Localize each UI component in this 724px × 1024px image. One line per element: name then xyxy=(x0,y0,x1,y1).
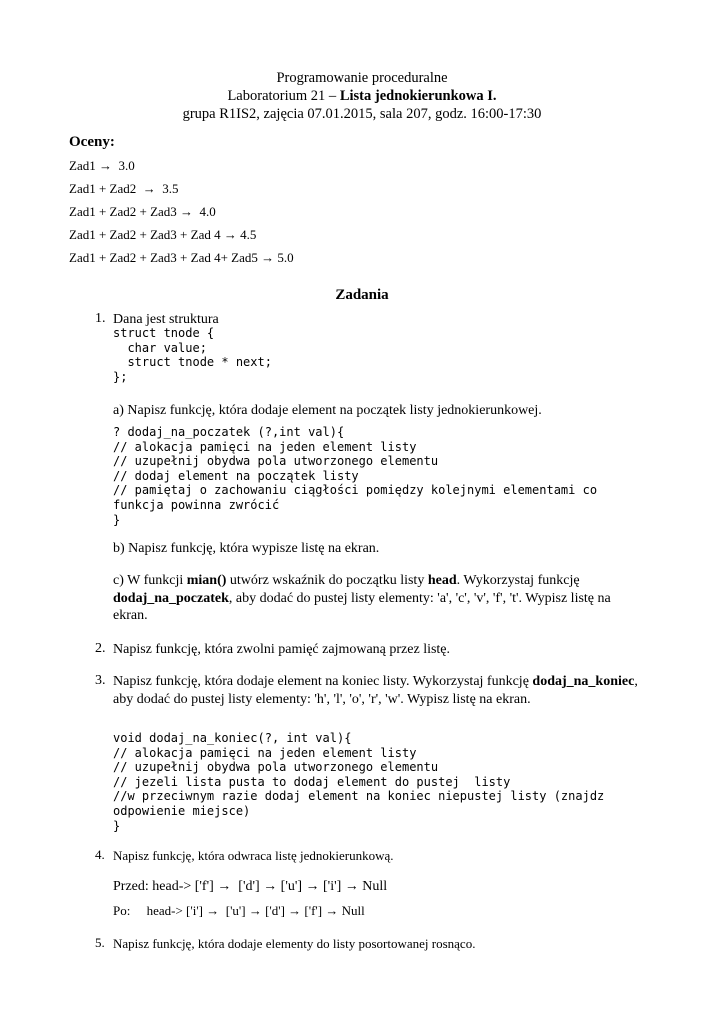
task1-number: 1. xyxy=(95,311,106,326)
tasks-heading: Zadania xyxy=(335,287,389,303)
document-header xyxy=(0,69,724,123)
grade-item: Zad1 → 3.0 xyxy=(69,158,135,173)
task3-segment: Napisz funkcję, która dodaje element na koniec listy. Wykorzystaj funkcję xyxy=(113,674,533,689)
list-before-example: Przed: head-> ['f'] → ['d'] → ['u'] → ['i'] → Null xyxy=(113,879,388,894)
list-after-example: Po: head-> ['i'] → ['u'] → ['d'] → ['f'] → Null xyxy=(113,903,365,918)
task2-number: 2. xyxy=(95,641,106,656)
task3-segment: , aby dodać do pustej listy elementy: 'h', 'l', 'o', 'r', 'w'. Wypisz listę na ekran. xyxy=(113,674,638,707)
lab-title xyxy=(0,87,724,105)
grades-heading: Oceny: xyxy=(69,134,115,150)
task1a-text: a) Napisz funkcję, która dodaje element na początek listy jednokierunkowej. xyxy=(113,403,542,418)
task1c-segment: , aby dodać do pustej listy elementy: 'a', 'c', 'v', 'f', 't'. Wypisz listę na ekran. xyxy=(113,590,611,623)
task1c-segment: . Wykorzystaj funkcję xyxy=(456,573,580,588)
function-name: dodaj_na_koniec xyxy=(532,674,635,689)
struct-code: struct tnode { char value; struct tnode * next; }; xyxy=(113,326,272,384)
task3-number: 3. xyxy=(95,673,106,688)
task1c-segment: utwórz wskaźnik do początku listy xyxy=(226,573,428,588)
task4-text: Napisz funkcję, która odwraca listę jednokierunkową. xyxy=(113,848,394,863)
main-function-name: mian() xyxy=(186,573,227,588)
task3-code: void dodaj_na_koniec(?, int val){ // alokacja pamięci na jeden element listy // uzupełnij obydwa pola utworzonego elementu // jezeli lista pusta to dodaj element do pustej listy //w przeciwnym razie dodaj element na koniec niepustej listy (znajdz odpowienie miejsce) } xyxy=(113,731,605,833)
task1b-text: b) Napisz funkcję, która wypisze listę na ekran. xyxy=(113,541,380,556)
head-pointer-name: head xyxy=(427,573,457,588)
task1-intro: Dana jest struktura xyxy=(113,312,219,327)
grade-item: Zad1 + Zad2 → 3.5 xyxy=(69,181,179,196)
task1c-text xyxy=(113,572,643,625)
grade-item: Zad1 + Zad2 + Zad3 → 4.0 xyxy=(69,204,216,219)
function-name: dodaj_na_poczatek xyxy=(113,590,229,606)
task3-text xyxy=(113,673,643,708)
lab-number: Laboratorium 21 – xyxy=(227,88,340,104)
task5-text: Napisz funkcję, która dodaje elementy do listy posortowanej rosnąco. xyxy=(113,936,476,951)
task4-number: 4. xyxy=(95,847,105,862)
task2-text: Napisz funkcję, która zwolni pamięć zajmowaną przez listę. xyxy=(113,642,451,657)
group-info: grupa R1IS2, zajęcia 07.01.2015, sala 207, godz. 16:00-17:30 xyxy=(182,106,542,122)
task5-number: 5. xyxy=(95,935,105,950)
task1a-code: ? dodaj_na_poczatek (?,int val){ // alokacja pamięci na jeden element listy // uzupełnij obydwa pola utworzonego elementu // dodaj element na początek listy // pamiętaj o zachowaniu ciągłości pomiędzy kolejnymi elementami co funkcja powinna zwrócić } xyxy=(113,425,598,527)
lab-topic: Lista jednokierunkowa I. xyxy=(339,88,497,104)
course-title: Programowanie proceduralne xyxy=(276,70,448,86)
grade-item: Zad1 + Zad2 + Zad3 + Zad 4+ Zad5 → 5.0 xyxy=(69,250,294,265)
task1c-segment: c) W funkcji xyxy=(113,573,187,588)
grade-item: Zad1 + Zad2 + Zad3 + Zad 4 → 4.5 xyxy=(69,227,257,242)
